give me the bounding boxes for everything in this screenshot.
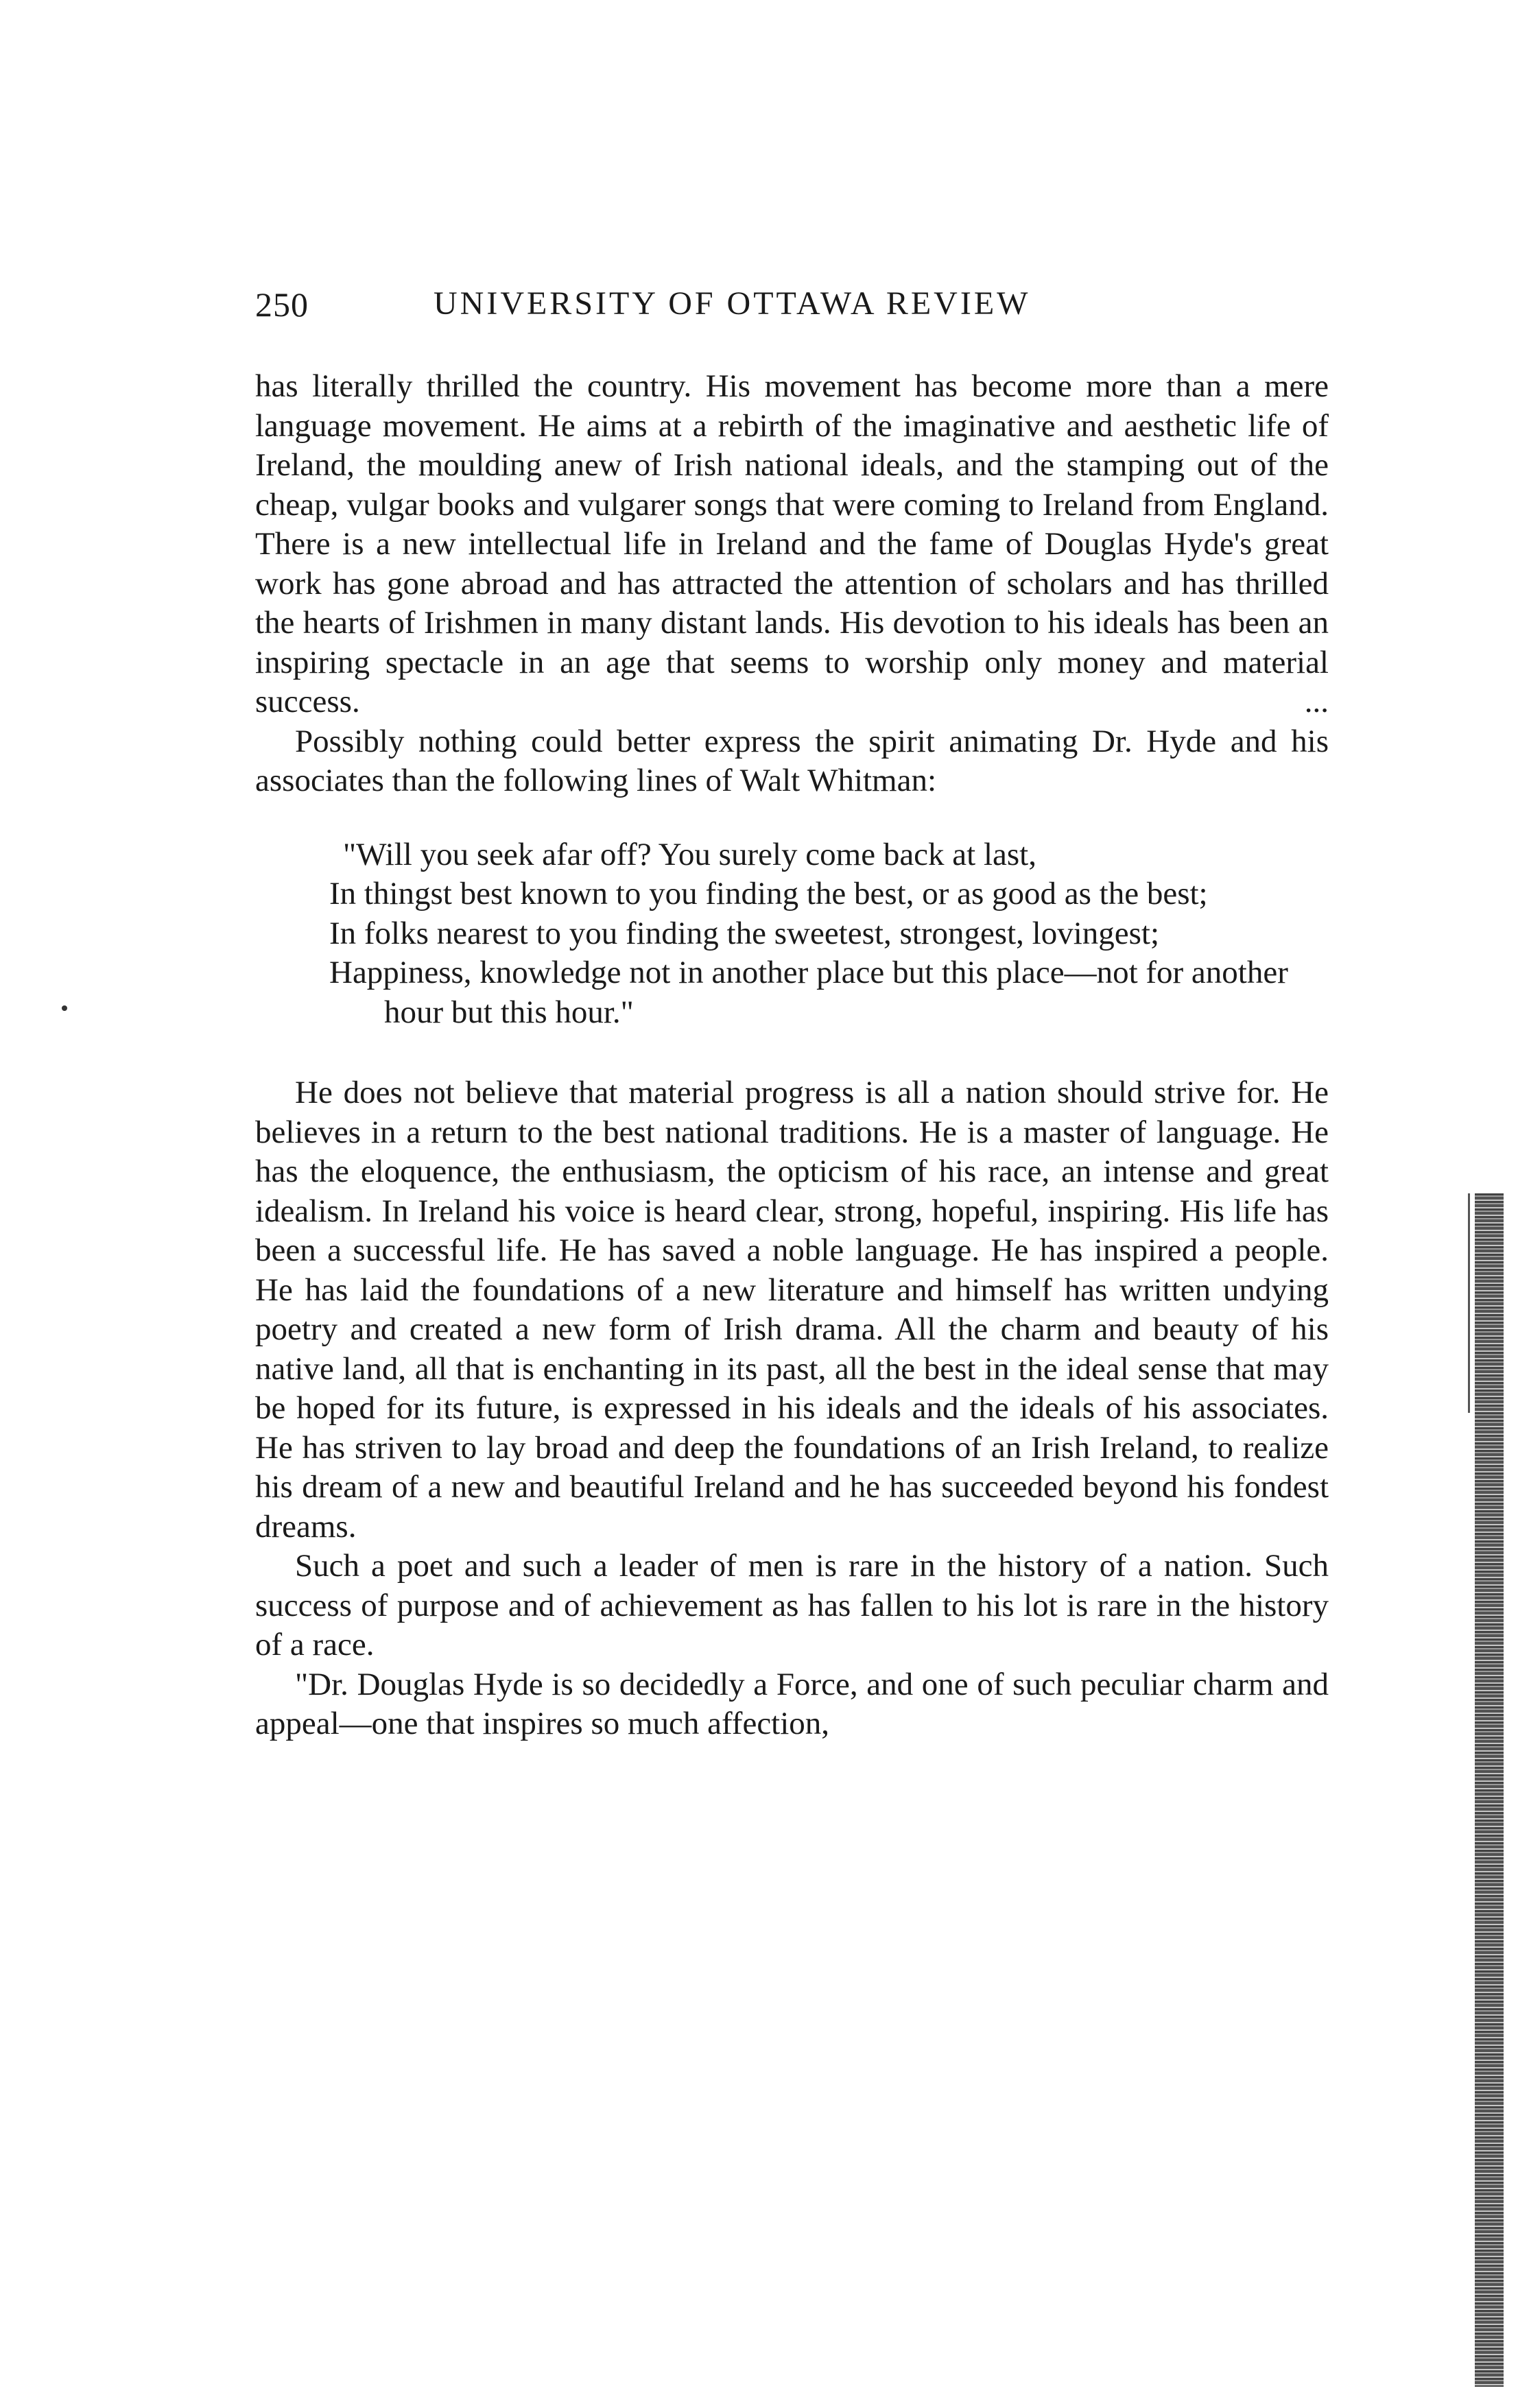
verse-line: In folks nearest to you finding the sweetest, strongest, lovingest;	[329, 915, 1160, 951]
scan-edge-line	[1468, 1193, 1470, 1413]
ellipsis-mark: ...	[1304, 684, 1329, 719]
scan-edge-artifact	[1475, 1193, 1504, 2387]
verse-line: Happiness, knowledge not in another place but this place—not for another hour but this hour."	[329, 955, 1288, 1030]
verse-quotation	[329, 835, 1329, 1033]
running-head: UNIVERSITY OF OTTAWA REVIEW	[434, 285, 1031, 322]
stray-mark	[62, 1005, 67, 1011]
paragraph-continuation	[255, 367, 1329, 722]
verse-line: In thingst best known to you finding the best, or as good as the best;	[329, 876, 1208, 911]
paragraph: He does not believe that material progress is all a nation should strive for. He believes in a return to the best national traditions. He is a master of language. He has the eloquence, the enthusiasm, the opticism of his race, an intense and great idealism. In Ireland his voice is heard clear, strong, hopeful, inspiring. His life has been a successful life. He has saved a noble language. He has inspired a people. He has laid the foundations of a new literature and himself has written undying poetry and created a new form of Irish drama. All the charm and beauty of his native land, all that is enchanting in its past, all the best in the ideal sense that may be hoped for its future, is expressed in his ideals and the ideals of his associates. He has striven to lay broad and deep the foundations of an Irish Ireland, to realize his dream of a new and beautiful Ireland and he has succeeded beyond his fondest dreams.	[255, 1075, 1329, 1545]
page-number: 250	[255, 285, 309, 324]
paragraph: "Dr. Douglas Hyde is so decidedly a Force, and one of such peculiar charm and appeal—one that inspires so much affection,	[255, 1666, 1329, 1741]
page-header	[255, 285, 1329, 333]
paragraph-text: has literally thrilled the country. His movement has become more than a mere language movement. He aims at a rebirth of the imaginative and aesthetic life of Ireland, the moulding anew of Irish national ideals, and the stamping out of the cheap, vulgar books and vulgarer songs that were coming to Ireland from England. There is a new intellectual life in Ireland and the fame of Douglas Hyde's great work has gone abroad and has attracted the attention of scholars and has thrilled the hearts of Irishmen in many distant lands. His devotion to his ideals has been an inspiring spectacle in an age that seems to worship only money and material success.	[255, 368, 1329, 719]
paragraph: Such a poet and such a leader of men is rare in the history of a nation. Such success of purpose and of achievement as has fallen to his lot is rare in the history of a race.	[255, 1548, 1329, 1662]
verse-line: "Will you seek afar off? You surely come back at last,	[343, 836, 1036, 872]
paragraph-intro-to-verse: Possibly nothing could better express the spirit animating Dr. Hyde and his associates than the following lines of Walt Whitman:	[255, 723, 1329, 798]
body-text	[255, 367, 1329, 1744]
